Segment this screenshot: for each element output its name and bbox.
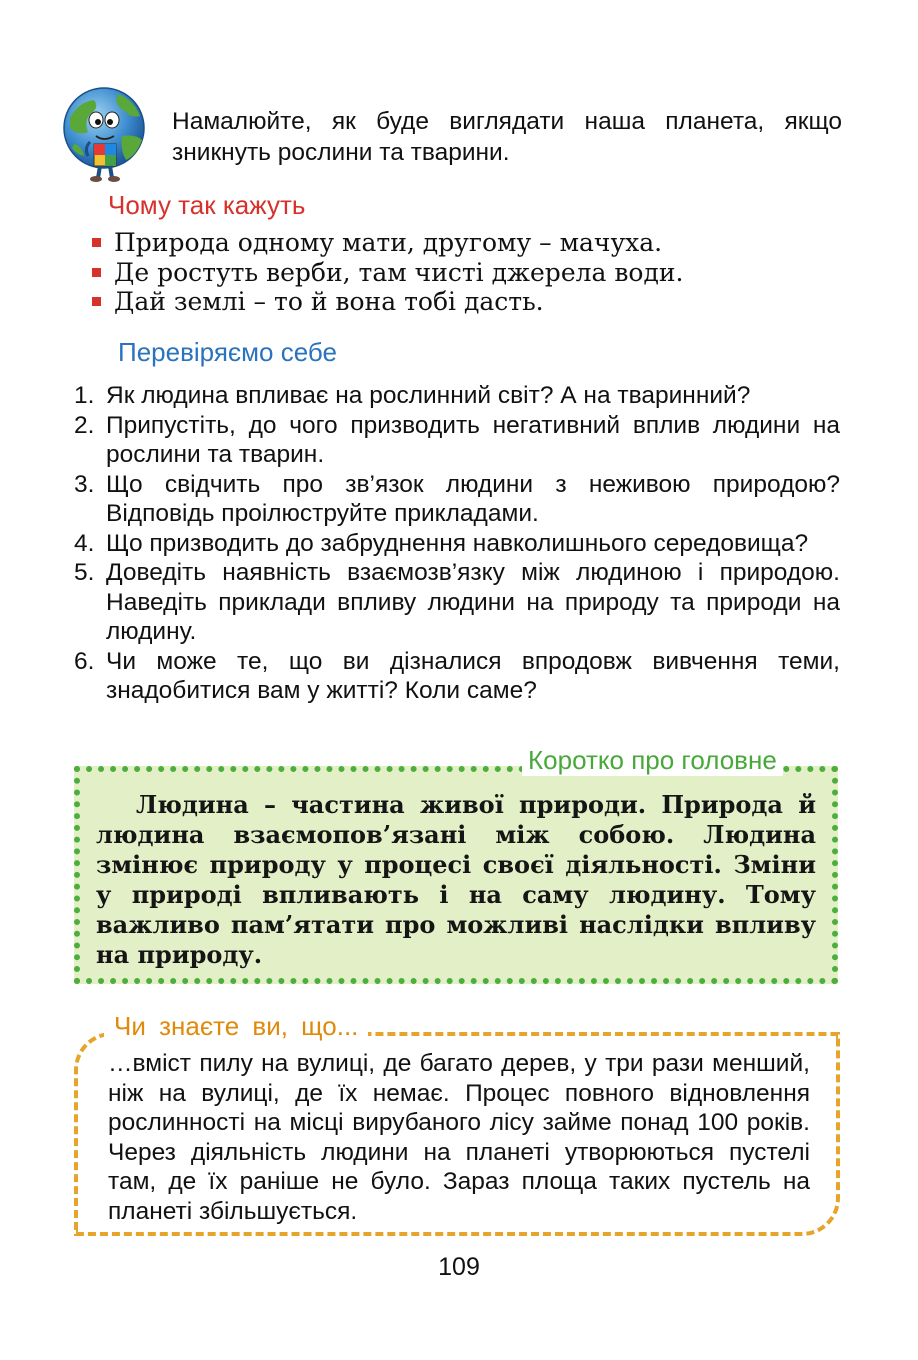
proverb-text: Природа одному мати, другому – мачуха. xyxy=(114,228,663,257)
question-number: 1. xyxy=(74,382,95,409)
question-text: Що призводить до забруднення навколишнього середовища? xyxy=(106,529,809,557)
list-item xyxy=(74,411,840,470)
question-text: Як людина впливає на рослинний світ? А на тваринний? xyxy=(106,382,751,409)
proverbs-heading: Чому так кажуть xyxy=(108,190,306,220)
question-text: Доведіть наявність взаємозв’язку між людиною і природою. Наведіть приклади впливу людини на природу та природи на людину. xyxy=(106,559,840,645)
square-bullet-icon xyxy=(92,297,101,306)
list-item xyxy=(74,647,840,706)
question-number: 6. xyxy=(74,647,95,675)
self-check-heading: Перевіряємо себе xyxy=(118,337,337,367)
question-number: 4. xyxy=(74,529,95,557)
proverb-text: Де ростуть верби, там чисті джерела води. xyxy=(114,257,684,287)
question-number: 2. xyxy=(74,411,95,439)
did-you-know-text: …вміст пилу на вулиці, де багато дерев, у три рази менший, ніж на вулиці, де їх немає. Процес повного відновлення рослинності на місці вирубаного лісу займе понад 100 років. Через діяльність людини на планеті утворюються пустелі там, де їх раніше не було. Зараз площа таких пустель на планеті збільшується. xyxy=(108,1050,810,1225)
list-item xyxy=(92,228,852,258)
square-bullet-icon xyxy=(92,268,101,277)
list-item xyxy=(74,558,840,647)
proverb-text: Дай землі – то й вона тобі дасть. xyxy=(114,287,544,316)
list-item xyxy=(92,258,852,288)
question-number: 3. xyxy=(74,470,95,498)
questions-list xyxy=(74,381,840,706)
question-number: 5. xyxy=(74,559,95,586)
square-bullet-icon xyxy=(92,238,101,247)
question-text: Припустіть, до чого призводить негативний вплив людини на рослини та тварин. xyxy=(106,411,840,468)
did-you-know-heading: Чи знаєте ви, що... xyxy=(104,1010,368,1042)
list-item xyxy=(74,529,840,559)
summary-heading: Коротко про головне xyxy=(522,744,783,776)
globe-mascot-icon xyxy=(60,84,152,182)
summary-text: Людина – частина живої природи. Природа й людина взаємопов’язані між собою. Людина змінює природу у процесі своєї діяльності. Зміни у природі впливають і на саму людину. Тому важливо пам’ятати про можливі наслідки впливу на природу. xyxy=(96,790,816,969)
question-text: Чи може те, що ви дізналися впродовж вивчення теми, знадобитися вам у житті? Коли саме? xyxy=(106,647,840,704)
list-item xyxy=(92,287,852,317)
proverbs-list xyxy=(92,228,852,317)
task-instruction: Намалюйте, як буде виглядати наша планета, якщо зникнуть рослини та тварини. xyxy=(172,108,842,166)
page-number: 109 xyxy=(438,1253,480,1281)
list-item xyxy=(74,470,840,529)
list-item xyxy=(74,381,840,411)
question-text: Що свідчить про зв’язок людини з неживою природою? Відповідь проілюструйте прикладами. xyxy=(106,470,840,527)
